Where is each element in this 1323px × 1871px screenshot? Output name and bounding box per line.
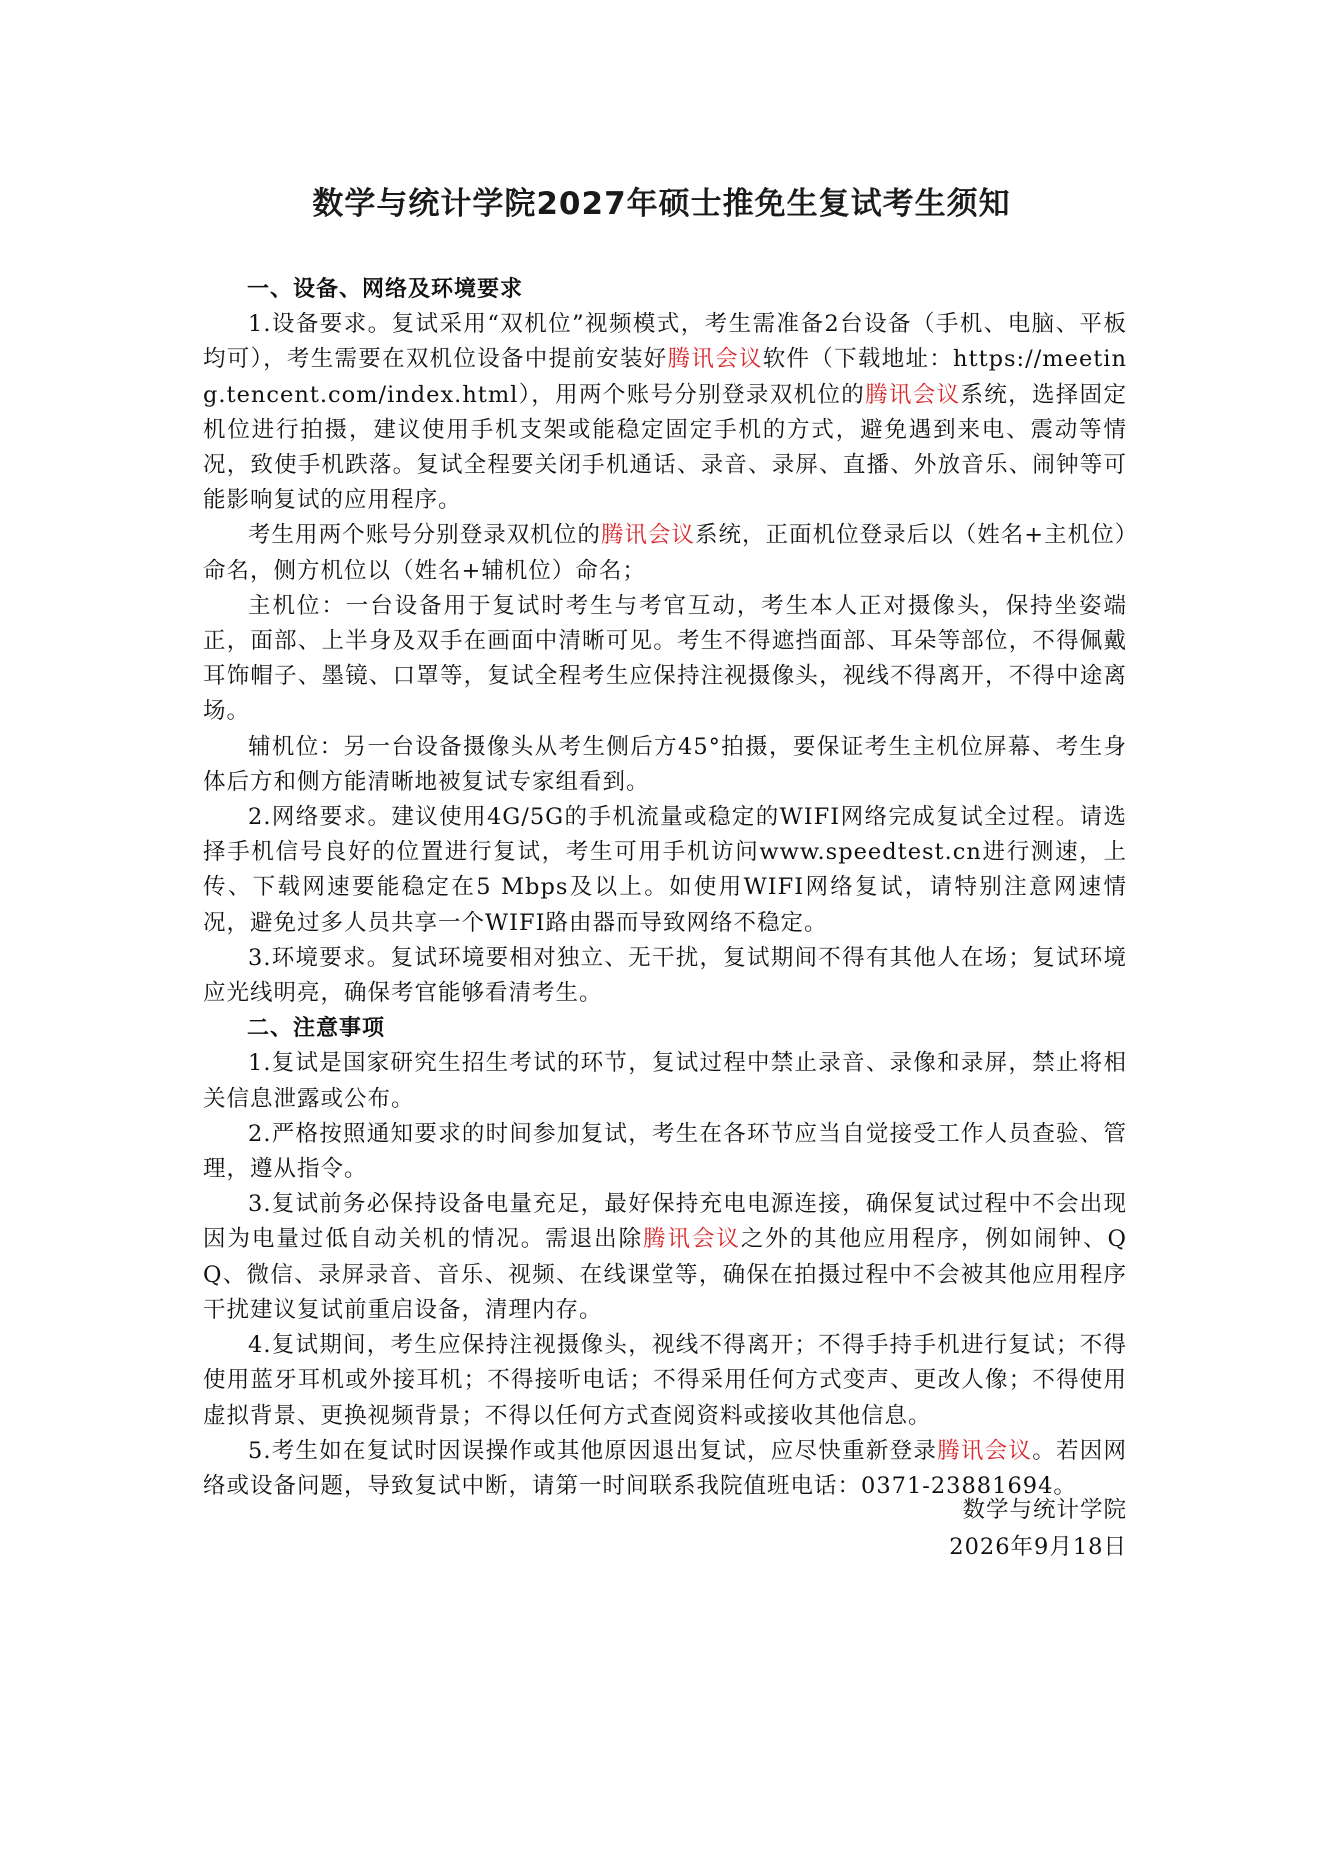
- paragraph-note-3: [203, 1187, 1127, 1328]
- paragraph-note-1: 1.复试是国家研究生招生考试的环节，复试过程中禁止录音、录像和录屏，禁止将相关信息泄露或公布。: [203, 1050, 1127, 1112]
- signature-date: 2026年9月18日: [949, 1534, 1127, 1560]
- paragraph-note-4: 4.复试期间，考生应保持注视摄像头，视线不得离开；不得手持手机进行复试；不得使用蓝牙耳机或外接耳机；不得接听电话；不得采用任何方式变声、更改人像；不得使用虚拟背景、更换视频背景；不得以任何方式查阅资料或接收其他信息。: [203, 1332, 1127, 1429]
- tencent-meeting-highlight: 腾讯会议: [865, 381, 961, 408]
- paragraph-account-naming: [203, 518, 1127, 588]
- signature-block: [949, 1492, 1127, 1566]
- text-run: 3.复试前务必保持设备电量充足，最好保持充电电源连接，确保复试过程中不会出现因为电量过低自动关机的情况。需退出除: [203, 1191, 1127, 1253]
- paragraph-note-2: 2.严格按照通知要求的时间参加复试，考生在各环节应当自觉接受工作人员查验、管理，遵从指令。: [203, 1120, 1127, 1183]
- paragraph-main-camera: 主机位：一台设备用于复试时考生与考官互动，考生本人正对摄像头，保持坐姿端正，面部、上半身及双手在画面中清晰可见。考生不得遮挡面部、耳朵等部位，不得佩戴耳饰帽子、墨镜、口罩等，复试全程考生应保持注视摄像头，视线不得离开，不得中途离场。: [203, 592, 1127, 725]
- text-run: 5.考生如在复试时因误操作或其他原因退出复试，应尽快重新登录: [248, 1437, 938, 1464]
- document-body: [203, 272, 1127, 1504]
- tencent-meeting-highlight: 腾讯会议: [600, 522, 695, 549]
- paragraph-network-requirements: 2.网络要求。建议使用4G/5G的手机流量或稳定的WIFI网络完成复试全过程。请选择手机信号良好的位置进行复试，考生可用手机访问www.speedtest.cn进行测速，上传、下载网速要能稳定在5 Mbps及以上。如使用WIFI网络复试，请特别注意网速情况，避免过多人员共享一个WIFI路由器而导致网络不稳定。: [203, 804, 1127, 936]
- text-run: 系统，正面机位登录后以（姓名+主机位）命名，侧方机位以（姓名+辅机位）命名；: [203, 522, 1127, 584]
- section-heading-notes: 二、注意事项: [247, 1016, 386, 1042]
- text-run: 1.设备要求。复试采用“双机位”视频模式，考生需准备2台设备（手机、电脑、平板均可），考生需要在双机位设备中提前安装好: [203, 311, 1127, 373]
- tencent-meeting-highlight: 腾讯会议: [667, 346, 763, 373]
- text-run: 软件（下载地址：https://meeting.tencent.com/index.html），用两个账号分别登录双机位的: [203, 346, 1127, 408]
- tencent-meeting-highlight: 腾讯会议: [643, 1226, 741, 1253]
- tencent-meeting-highlight: 腾讯会议: [937, 1437, 1033, 1464]
- paragraph-environment-requirements: 3.环境要求。复试环境要相对独立、无干扰，复试期间不得有其他人在场；复试环境应光线明亮，确保考官能够看清考生。: [203, 944, 1127, 1007]
- text-run: 考生用两个账号分别登录双机位的: [248, 522, 601, 549]
- text-run: 。若因网络或设备问题，导致复试中断，请第一时间联系我院值班电话：0371-23881694。: [203, 1437, 1127, 1499]
- document-title: 数学与统计学院2027年硕士推免生复试考生须知: [312, 186, 1011, 222]
- text-run: 系统，选择固定机位进行拍摄，建议使用手机支架或能稳定固定手机的方式，避免遇到来电、震动等情况，致使手机跌落。复试全程要关闭手机通话、录音、录屏、直播、外放音乐、闹钟等可能影响复试的应用程序。: [203, 381, 1127, 514]
- paragraph-device-requirements: [203, 307, 1127, 518]
- signature-org: 数学与统计学院: [962, 1497, 1127, 1523]
- text-run: 之外的其他应用程序，例如闹钟、QQ、微信、录屏录音、音乐、视频、在线课堂等，确保在拍摄过程中不会被其他应用程序干扰建议复试前重启设备，清理内存。: [203, 1226, 1127, 1323]
- section-heading-requirements: 一、设备、网络及环境要求: [247, 277, 524, 302]
- paragraph-aux-camera: 辅机位：另一台设备摄像头从考生侧后方45°拍摄，要保证考生主机位屏幕、考生身体后方和侧方能清晰地被复试专家组看到。: [203, 733, 1127, 795]
